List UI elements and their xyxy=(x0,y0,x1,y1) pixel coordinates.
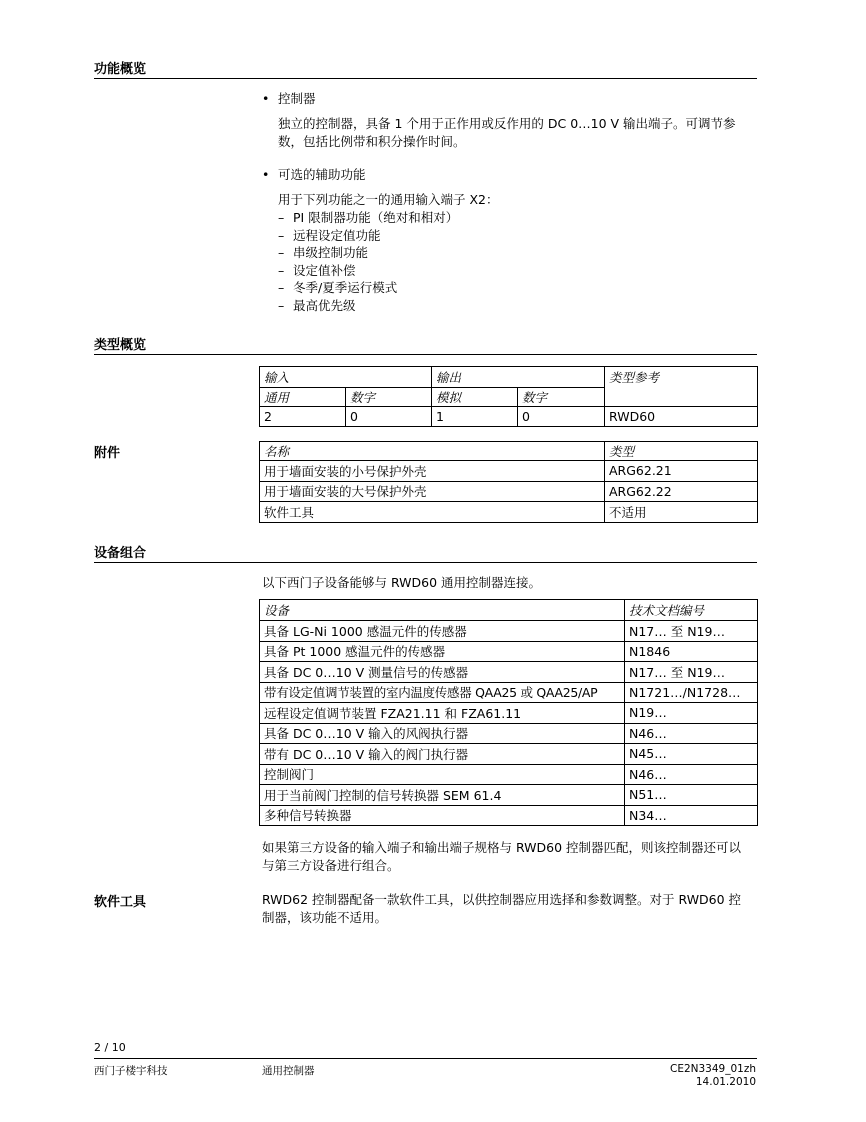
bullet-optional-label: 可选的辅助功能 xyxy=(278,167,366,182)
table-row xyxy=(260,662,758,683)
table-row xyxy=(260,723,758,744)
bullet-optional xyxy=(262,166,366,184)
list-item: – 远程设定值功能 xyxy=(278,227,381,243)
table-row xyxy=(260,744,758,765)
cell-doc: N19… xyxy=(625,703,758,724)
list-item: – 冬季/夏季运行模式 xyxy=(278,280,398,295)
list-item: – 最高优先级 xyxy=(278,297,356,313)
cell-digital-in: 0 xyxy=(346,406,432,427)
optional-intro: 用于下列功能之一的通用输入端子 X2： xyxy=(278,192,499,207)
subheader-universal: 通用 xyxy=(260,387,346,406)
subheader-digital-out: 数字 xyxy=(518,387,605,406)
bullet-controller xyxy=(262,90,316,108)
cell-device: 带有设定值调节装置的室内温度传感器 QAA25 或 QAA25/AP xyxy=(260,682,625,703)
table-row xyxy=(260,764,758,785)
cell-name: 软件工具 xyxy=(260,502,605,523)
table-row xyxy=(260,785,758,806)
cell-device: 用于当前阀门控制的信号转换器 SEM 61.4 xyxy=(260,785,625,806)
cell-doc: N1846 xyxy=(625,641,758,662)
header-doc-number: 技术文档编号 xyxy=(625,600,758,621)
list-item: – 串级控制功能 xyxy=(278,245,369,260)
cell-device: 带有 DC 0…10 V 输入的阀门执行器 xyxy=(260,744,625,765)
bullet-dot-icon: • xyxy=(262,167,270,182)
types-rule xyxy=(94,354,757,355)
footer-doc-id: CE2N3349_01zh xyxy=(670,1063,756,1075)
table-row xyxy=(260,641,758,662)
combination-intro: 以下西门子设备能够与 RWD60 通用控制器连接。 xyxy=(262,575,542,590)
cell-device: 具备 LG-Ni 1000 感温元件的传感器 xyxy=(260,621,625,642)
table-row xyxy=(260,367,758,388)
bullet-controller-label: 控制器 xyxy=(278,91,316,106)
table-row xyxy=(260,406,758,427)
list-item: – 设定值补偿 xyxy=(278,262,356,278)
combination-table xyxy=(259,599,758,826)
controller-description: 独立的控制器，具备 1 个用于正作用或反作用的 DC 0…10 V 输出端子。可调节参数，包括比例带和积分操作时间。 xyxy=(278,116,736,149)
header-type-ref: 类型参考 xyxy=(605,367,758,388)
overview-title: 功能概览 xyxy=(94,62,147,77)
software-text: RWD62 控制器配备一款软件工具，以供控制器应用选择和参数调整。对于 RWD60 控制器，该功能不适用。 xyxy=(262,892,742,925)
table-row xyxy=(260,502,758,523)
cell-doc: N17… 至 N19… xyxy=(625,662,758,683)
cell-doc: N46… xyxy=(625,764,758,785)
cell-type-ref: RWD60 xyxy=(605,406,758,427)
footer-rule xyxy=(94,1058,757,1059)
table-row xyxy=(260,442,758,461)
cell-device: 具备 Pt 1000 感温元件的传感器 xyxy=(260,641,625,662)
bullet-dot-icon: • xyxy=(262,91,270,106)
subheader-digital-in: 数字 xyxy=(346,387,432,406)
header-input: 输入 xyxy=(260,367,432,388)
software-label: 软件工具 xyxy=(94,895,147,910)
cell-name: 用于墙面安装的大号保护外壳 xyxy=(260,481,605,502)
cell-doc: N46… xyxy=(625,723,758,744)
combination-rule xyxy=(94,562,757,563)
footer-company: 西门子楼宇科技 xyxy=(94,1065,168,1077)
cell-type: ARG62.22 xyxy=(605,481,758,502)
cell-digital-out: 0 xyxy=(518,406,605,427)
cell-type: ARG62.21 xyxy=(605,461,758,482)
cell-doc: N51… xyxy=(625,785,758,806)
header-name: 名称 xyxy=(260,442,605,461)
accessories-label: 附件 xyxy=(94,446,121,461)
table-row xyxy=(260,805,758,826)
types-table xyxy=(259,366,758,427)
subheader-analog: 模拟 xyxy=(432,387,518,406)
cell-doc: N34… xyxy=(625,805,758,826)
table-row xyxy=(260,600,758,621)
accessories-table xyxy=(259,441,758,523)
list-item: – PI 限制器功能（绝对和相对） xyxy=(278,210,459,225)
overview-rule xyxy=(94,78,757,79)
cell-device: 控制阀门 xyxy=(260,764,625,785)
cell-doc: N45… xyxy=(625,744,758,765)
cell-universal: 2 xyxy=(260,406,346,427)
header-device: 设备 xyxy=(260,600,625,621)
cell-doc: N17… 至 N19… xyxy=(625,621,758,642)
table-row xyxy=(260,682,758,703)
cell-device: 远程设定值调节装置 FZA21.11 和 FZA61.11 xyxy=(260,703,625,724)
header-output: 输出 xyxy=(432,367,605,388)
combination-title: 设备组合 xyxy=(94,546,147,561)
cell-device: 具备 DC 0…10 V 输入的风阀执行器 xyxy=(260,723,625,744)
cell-type: 不适用 xyxy=(605,502,758,523)
cell-name: 用于墙面安装的小号保护外壳 xyxy=(260,461,605,482)
footer-date: 14.01.2010 xyxy=(695,1076,756,1088)
page-number: 2 / 10 xyxy=(94,1041,126,1054)
cell-device: 具备 DC 0…10 V 测量信号的传感器 xyxy=(260,662,625,683)
cell-analog: 1 xyxy=(432,406,518,427)
table-row xyxy=(260,621,758,642)
table-row xyxy=(260,703,758,724)
header-type: 类型 xyxy=(605,442,758,461)
types-title: 类型概览 xyxy=(94,338,147,353)
table-row xyxy=(260,461,758,482)
cell-doc: N1721…/N1728… xyxy=(625,682,758,703)
combination-outro: 如果第三方设备的输入端子和输出端子规格与 RWD60 控制器匹配，则该控制器还可以与第三方设备进行组合。 xyxy=(262,840,742,873)
subheader-empty xyxy=(605,387,758,406)
table-row xyxy=(260,387,758,406)
optional-function-list xyxy=(278,209,459,314)
footer-product: 通用控制器 xyxy=(262,1065,315,1077)
cell-device: 多种信号转换器 xyxy=(260,805,625,826)
table-row xyxy=(260,481,758,502)
